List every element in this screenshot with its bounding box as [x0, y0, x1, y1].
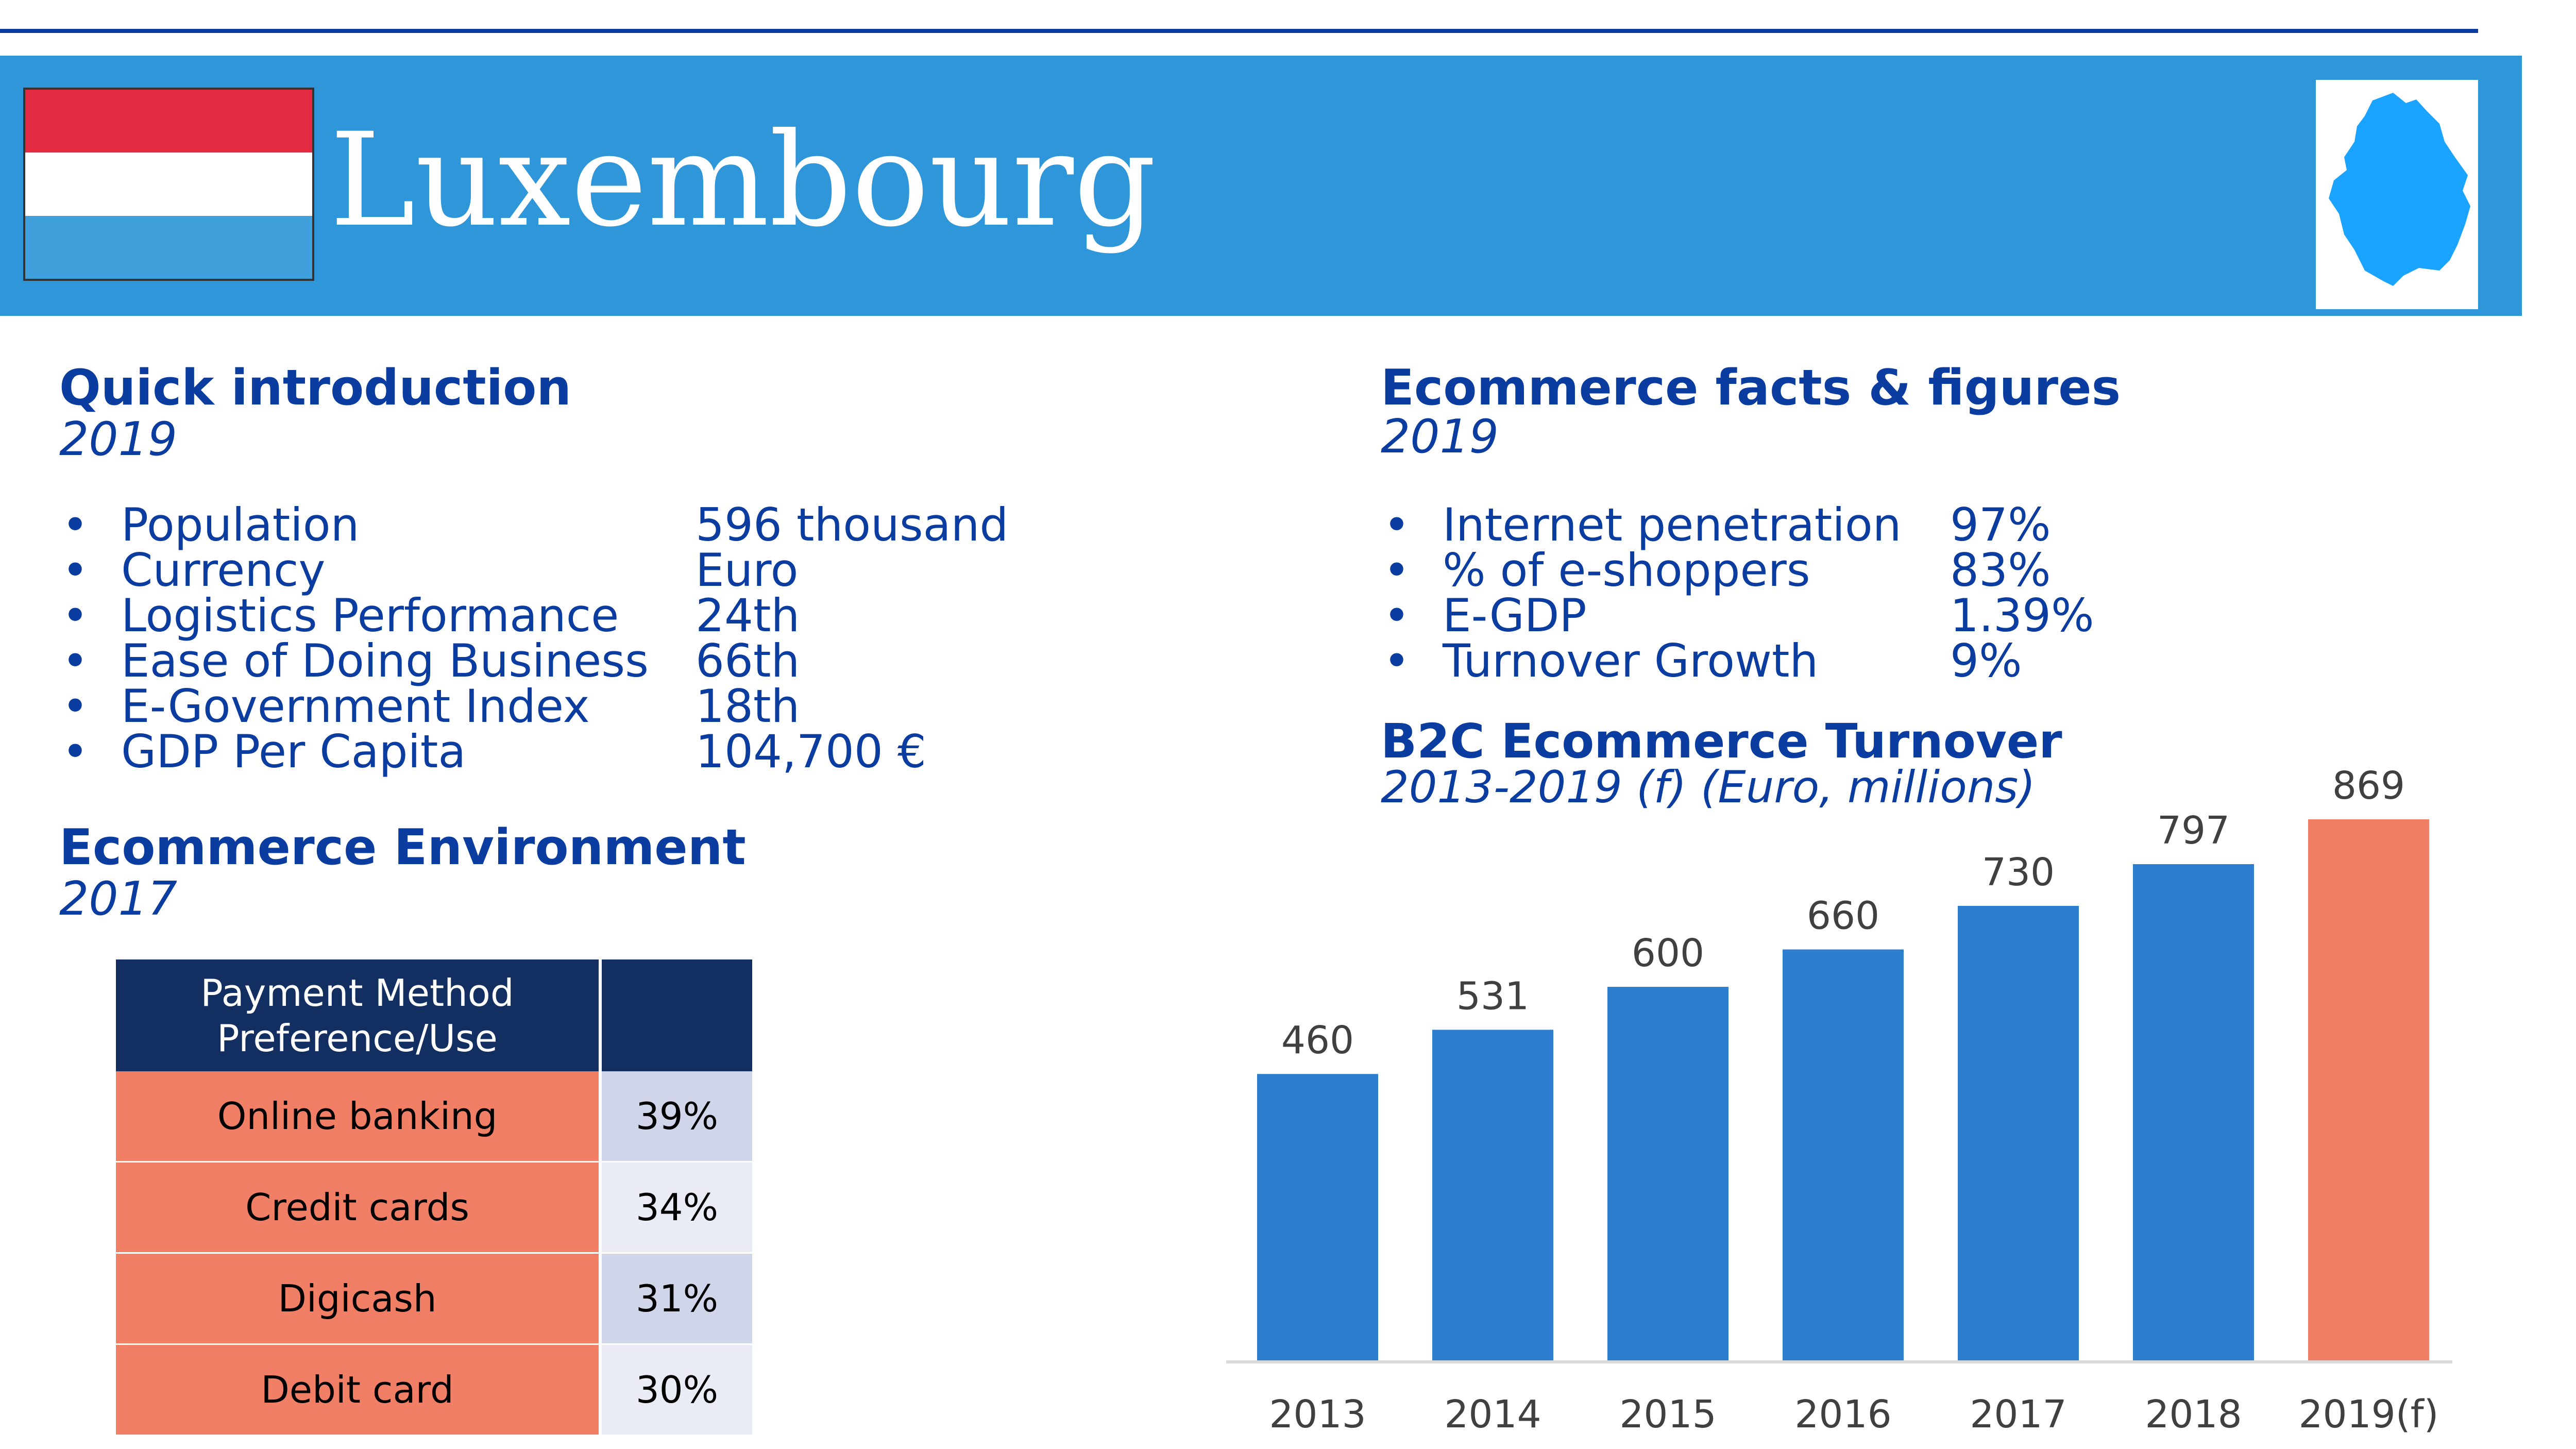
table-row	[116, 1162, 752, 1253]
bar-2014	[1432, 1030, 1553, 1360]
intro-fact-item	[62, 544, 1041, 597]
luxembourg-map-shape	[2329, 93, 2470, 286]
environment-heading: Ecommerce Environment	[59, 819, 746, 876]
intro-fact-item	[62, 634, 1041, 687]
flag-stripe-blue	[25, 216, 312, 279]
intro-fact-label: GDP Per Capita	[121, 725, 466, 778]
data-label-2017: 730	[1981, 850, 2055, 895]
intro-fact-item	[62, 725, 1041, 778]
payment-table-header: Payment Method Preference/Use	[116, 959, 600, 1071]
facts-heading: Ecommerce facts & figures	[1381, 360, 2121, 416]
payment-method: Debit card	[116, 1344, 600, 1436]
payment-method: Credit cards	[116, 1162, 600, 1253]
x-tick-label-2015: 2015	[1619, 1392, 1717, 1437]
country-map	[2316, 80, 2478, 309]
intro-fact-item	[62, 589, 1041, 642]
payment-share: 30%	[600, 1344, 752, 1436]
x-tick-label-2017: 2017	[1970, 1392, 2067, 1437]
bullet-icon: •	[62, 498, 89, 551]
x-tick-label-2016: 2016	[1794, 1392, 1892, 1437]
data-label-2015: 600	[1631, 931, 1705, 976]
data-label-2014: 531	[1456, 974, 1530, 1019]
bullet-icon: •	[62, 544, 89, 597]
data-label-2013: 460	[1281, 1018, 1354, 1063]
x-tick-label-2014: 2014	[1444, 1392, 1541, 1437]
bar-2016	[1783, 950, 1904, 1360]
ecommerce-fact-label: Turnover Growth	[1443, 634, 1819, 687]
ecommerce-fact-label: E-GDP	[1443, 589, 1587, 642]
ecommerce-fact-label: % of e-shoppers	[1443, 544, 1810, 597]
bullet-icon: •	[1383, 634, 1410, 687]
bullet-icon: •	[62, 589, 89, 642]
country-title: Luxembourg	[330, 105, 1157, 255]
intro-fact-value: 596 thousand	[696, 498, 1009, 551]
intro-year: 2019	[59, 412, 178, 466]
data-label-2018: 797	[2157, 808, 2230, 853]
intro-fact-value: 18th	[696, 680, 800, 733]
flag-stripe-white	[25, 153, 312, 215]
intro-fact-label: Ease of Doing Business	[121, 634, 649, 687]
ecommerce-fact-item	[1383, 498, 2311, 551]
bar-2013	[1257, 1074, 1378, 1360]
intro-fact-value: Euro	[696, 544, 799, 597]
turnover-heading: B2C Ecommerce Turnover	[1381, 714, 2062, 769]
payment-share: 39%	[600, 1071, 752, 1162]
intro-list	[62, 498, 1041, 778]
intro-fact-value: 104,700 €	[696, 725, 926, 778]
turnover-subtitle: 2013-2019 (f) (Euro, millions)	[1381, 762, 2036, 813]
bullet-icon: •	[1383, 498, 1410, 551]
facts-list	[1383, 498, 2311, 687]
intro-fact-value: 24th	[696, 589, 800, 642]
data-label-2016: 660	[1806, 894, 1880, 938]
intro-fact-item	[62, 498, 1041, 551]
x-tick-label-2013: 2013	[1269, 1392, 1366, 1437]
table-row	[116, 1253, 752, 1344]
x-tick-label-2019(f): 2019(f)	[2298, 1392, 2439, 1437]
x-tick-label-2018: 2018	[2145, 1392, 2242, 1437]
intro-fact-label: Currency	[121, 544, 326, 597]
ecommerce-fact-item	[1383, 634, 2311, 687]
payment-table-body	[116, 1071, 752, 1436]
ecommerce-fact-value: 97%	[1950, 498, 2051, 551]
table-row	[116, 1344, 752, 1436]
ecommerce-fact-item	[1383, 544, 2311, 597]
payment-share: 31%	[600, 1253, 752, 1344]
bar-2018	[2133, 864, 2254, 1360]
bullet-icon: •	[62, 634, 89, 687]
turnover-bar-chart	[1226, 763, 2473, 1448]
payment-method: Online banking	[116, 1071, 600, 1162]
intro-heading: Quick introduction	[59, 360, 572, 416]
ecommerce-fact-label: Internet penetration	[1443, 498, 1902, 551]
payment-share: 34%	[600, 1162, 752, 1253]
intro-fact-label: Logistics Performance	[121, 589, 619, 642]
payment-table-header-blank	[600, 959, 752, 1071]
luxembourg-flag	[23, 88, 314, 281]
payment-methods-table	[116, 959, 752, 1436]
bar-2015	[1607, 987, 1728, 1360]
facts-year: 2019	[1381, 410, 1499, 464]
bar-2017	[1958, 906, 2079, 1360]
bullet-icon: •	[1383, 589, 1410, 642]
intro-fact-label: E-Government Index	[121, 680, 590, 733]
bullet-icon: •	[1383, 544, 1410, 597]
ecommerce-fact-value: 83%	[1950, 544, 2051, 597]
flag-stripe-red	[25, 90, 312, 153]
payment-method: Digicash	[116, 1253, 600, 1344]
environment-year: 2017	[59, 872, 178, 926]
bullet-icon: •	[62, 725, 89, 778]
bar-2019(f)	[2308, 819, 2429, 1360]
bullet-icon: •	[62, 680, 89, 733]
top-rule	[0, 29, 2478, 33]
intro-fact-label: Population	[121, 498, 360, 551]
data-label-2019(f): 869	[2332, 764, 2405, 808]
intro-fact-value: 66th	[696, 634, 800, 687]
ecommerce-fact-value: 1.39%	[1950, 589, 2094, 642]
intro-fact-item	[62, 680, 1041, 733]
ecommerce-fact-item	[1383, 589, 2311, 642]
table-row	[116, 1071, 752, 1162]
ecommerce-fact-value: 9%	[1950, 634, 2022, 687]
